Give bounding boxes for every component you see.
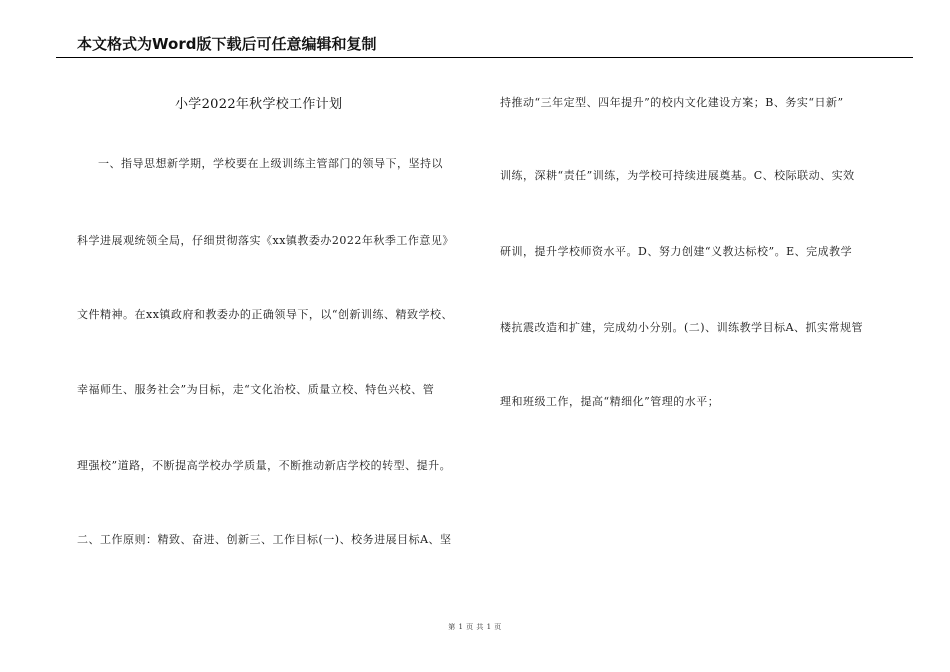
- paragraph-line: 一、指导思想新学期，学校要在上级训练主管部门的领导下，坚持以: [98, 157, 443, 170]
- paragraph-line: 理和班级工作，提高“精细化”管理的水平；: [500, 395, 720, 408]
- paragraph-line: 文件精神。在xx镇政府和教委办的正确领导下，以“创新训练、精致学校、: [77, 308, 454, 321]
- paragraph-line: 持推动“三年定型、四年提升”的校内文化建设方案；B、务实“日新”: [500, 96, 844, 109]
- paragraph-line: 研训，提升学校师资水平。D、努力创建“义教达标校”。E、完成教学: [500, 245, 853, 258]
- page-number-footer: 第 1 页 共 1 页: [448, 623, 502, 631]
- paragraph-line: 科学进展观统领全局，仔细贯彻落实《xx镇教委办2022年秋季工作意见》: [77, 234, 454, 247]
- paragraph-line: 幸福师生、服务社会”为目标，走“文化治校、质量立校、特色兴校、管: [77, 383, 435, 396]
- paragraph-line: 理强校”道路，不断提高学校办学质量，不断推动新店学校的转型、提升。: [77, 459, 452, 472]
- paragraph-line: 训练，深耕“责任”训练，为学校可持续进展奠基。C、校际联动、实效: [500, 169, 855, 182]
- download-banner: 本文格式为Word版下载后可任意编辑和复制: [77, 35, 377, 53]
- header-divider: [56, 57, 913, 58]
- paragraph-line: 楼抗震改造和扩建，完成幼小分别。(二)、训练教学目标A、抓实常规管: [500, 321, 864, 334]
- document-title: 小学2022年秋学校工作计划: [175, 97, 343, 112]
- paragraph-line: 二、工作原则：精致、奋进、创新三、工作目标(一)、校务进展目标A、坚: [77, 533, 452, 546]
